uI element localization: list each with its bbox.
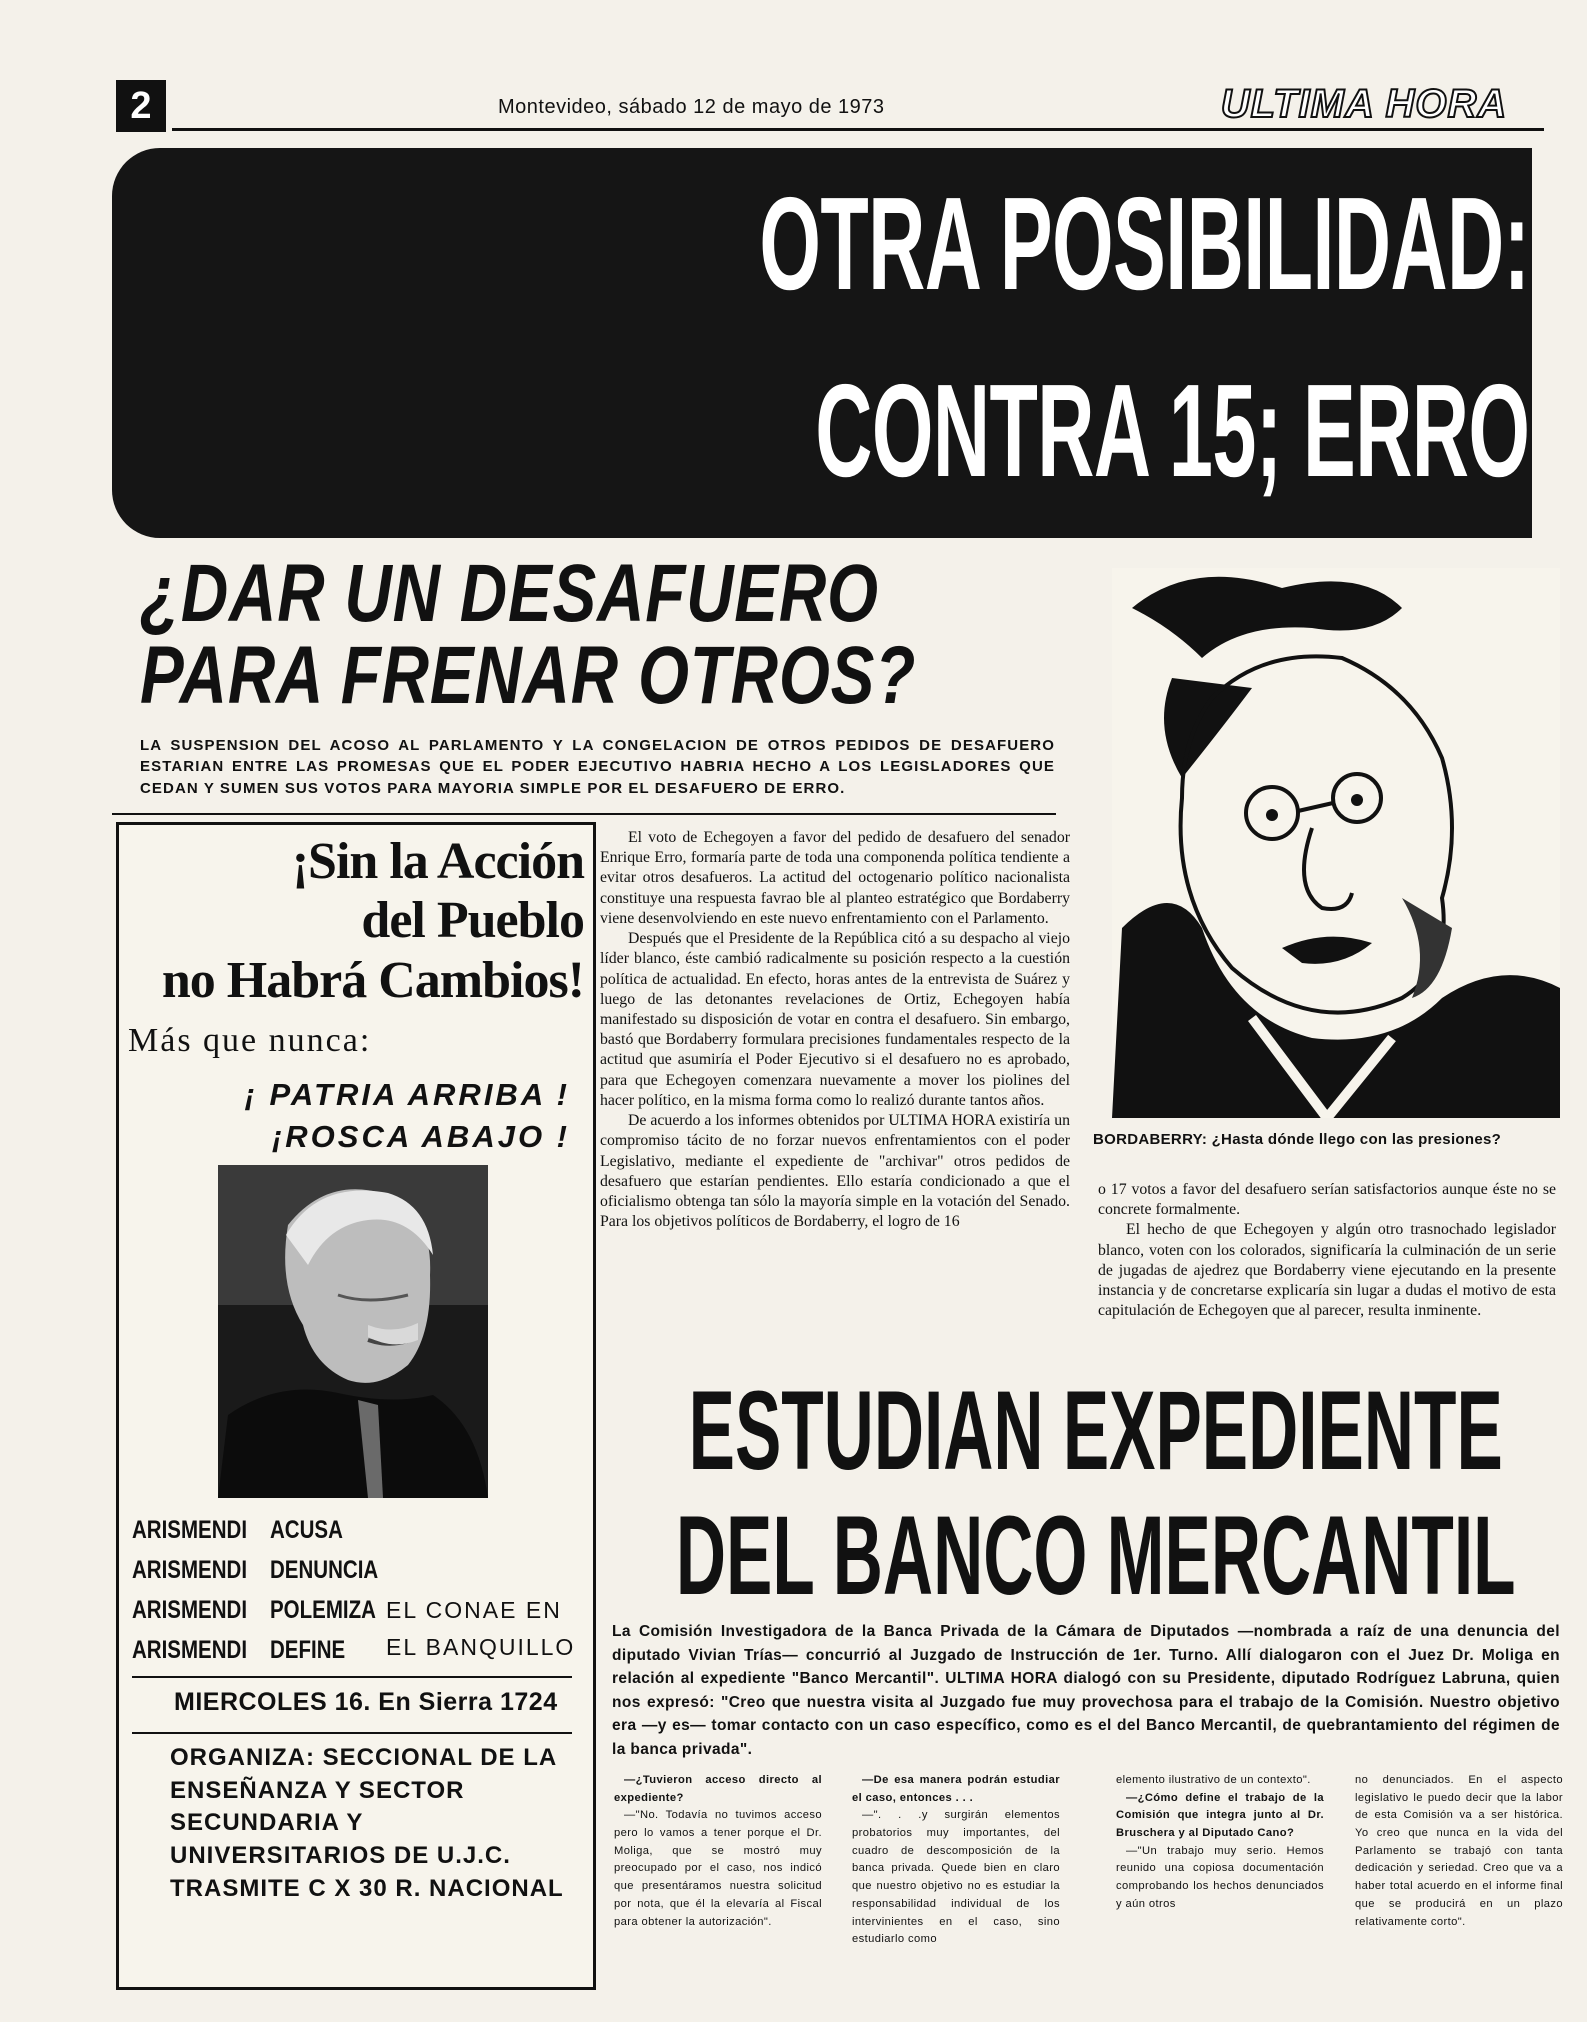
- interview-answer: —". . .y surgirán elementos probatorios muy importantes, del cuadro de descomposición de la banca privada. Quede bien en claro que nuestro objetivo no es estudiar la responsabilidad individual de los intervinientes en el caso, sino estudiarlo como: [852, 1809, 1060, 1946]
- interview-answer: no denunciados. En el aspecto legislativo le puedo decir que la labor de esta Comisión va a ser histórica. Yo creo que nunca en la vida del Parlamento se trabajó con tanta dedicación y seriedad. Creo que va a haber total acuerdo en el informe final que se producirá en un plazo relativamente corto".: [1355, 1774, 1563, 1928]
- article2-headline: [640, 1368, 1551, 1619]
- ad-event: MIERCOLES 16. En Sierra 1724: [174, 1688, 558, 1716]
- organizers-line: TRASMITE C X 30 R. NACIONAL: [170, 1874, 564, 1902]
- conae-line2: EL BANQUILLO: [386, 1633, 576, 1660]
- ad-title: [124, 832, 584, 1010]
- main-headline-line1: OTRA POSIBILIDAD:: [758, 170, 1529, 317]
- arismendi-name: ARISMENDI: [132, 1596, 248, 1624]
- arismendi-photo: [218, 1165, 488, 1498]
- article2-column3: [1116, 1772, 1324, 1914]
- main-headline-line2: CONTRA 15; ERRO: [814, 357, 1529, 505]
- article2-column4: [1355, 1772, 1563, 1931]
- article1-paragraph: De acuerdo a los informes obtenidos por ULTIMA HORA existiría un compromiso tácito de no forzar nuevos enfrentamientos con el poder Legislativo, mediante el expediente de "archivar" otros pedidos de desafuero que estarían pendientes. Ello estaría condicionado a que el oficialismo obtenga tan sólo la mayoría simple en la votación del Senado. Para los objetivos políticos de Bordaberry, el logro de 16: [600, 1112, 1070, 1231]
- organizers-line: ENSEÑANZA Y SECTOR: [170, 1776, 465, 1804]
- conae-text: [386, 1592, 575, 1666]
- article2-headline-line1: ESTUDIAN EXPEDIENTE: [688, 1368, 1503, 1493]
- arismendi-verb: DEFINE: [270, 1636, 346, 1664]
- article2-headline-line2: DEL BANCO MERCANTIL: [675, 1493, 1516, 1619]
- ad-title-line3: no Habrá Cambios!: [161, 951, 584, 1009]
- arismendi-row: [132, 1550, 378, 1590]
- arismendi-name: ARISMENDI: [132, 1636, 248, 1664]
- interview-question: —De esa manera podrán estudiar el caso, entonces . . .: [852, 1774, 1060, 1804]
- arismendi-name: ARISMENDI: [132, 1556, 248, 1584]
- arismendi-row: [132, 1510, 378, 1550]
- interview-question: —¿Tuvieron acceso directo al expediente?: [614, 1774, 822, 1804]
- interview-question: —¿Cómo define el trabajo de la Comisión que integra junto al Dr. Bruschera y al Diputado Cano?: [1116, 1791, 1324, 1840]
- arismendi-verb: ACUSA: [270, 1516, 343, 1544]
- ad-divider: [132, 1676, 572, 1678]
- ad-more-than-ever: Más que nunca:: [128, 1022, 372, 1059]
- organizers-line: ORGANIZA: SECCIONAL DE LA: [170, 1744, 558, 1771]
- ad-title-line2: del Pueblo: [361, 892, 584, 950]
- arismendi-list: [132, 1510, 378, 1670]
- arismendi-verb: POLEMIZA: [270, 1596, 376, 1624]
- article2-lead: La Comisión Investigadora de la Banca Privada de la Cámara de Diputados —nombrada a raíz de una denuncia del diputado Vivian Trías— concurrió al Juzgado de Instrucción de 1er. Turno. Allí dialogaron con el Juez Dr. Moliga en relación al expediente "Banco Mercantil". ULTIMA HORA dialogó con su Presidente, diputado Rodríguez Labruna, quien nos expresó: "Creo que nuestra visita al Juzgado fue muy provechosa para el trabajo de la Comisión. Nuestro objetivo era —y es— tomar contacto con un caso específico, como es el del Banco Mercantil, de quebrantamiento del régimen de la banca privada".: [612, 1623, 1560, 1758]
- ad-slogan-line1: ¡ PATRIA ARRIBA !: [244, 1077, 570, 1112]
- arismendi-row: [132, 1630, 378, 1670]
- bordaberry-cartoon: [1112, 568, 1560, 1118]
- arismendi-row: [132, 1590, 378, 1630]
- sub-headline: [140, 548, 917, 721]
- article1-paragraph: El hecho de que Echegoyen y algún otro trasnochado legislador blanco, voten con los colorados, significaría la culminación de un serie de jugadas de ajedrez que Bordaberry viene ejecutando en la presente instancia y de concretarse explicaría sin lugar a dudas el motivo de esta capitulación de Echegoyen que al parecer, resulta inminente.: [1098, 1221, 1556, 1320]
- article1-column1: [600, 828, 1070, 1232]
- organizers-line: UNIVERSITARIOS DE U.J.C.: [170, 1841, 511, 1869]
- article1-column2: [1098, 1180, 1556, 1322]
- newspaper-logo: ULTIMA HORA: [1220, 82, 1508, 126]
- arismendi-name: ARISMENDI: [132, 1516, 248, 1544]
- conae-line1: EL CONAE EN: [386, 1597, 562, 1623]
- ad-slogan-line2: ¡ROSCA ABAJO !: [271, 1118, 570, 1154]
- organizers-line: SECUNDARIA Y: [170, 1809, 364, 1837]
- page-number: 2: [116, 80, 166, 132]
- cartoon-caption: BORDABERRY: ¿Hasta dónde llego con las presiones?: [1093, 1131, 1502, 1148]
- interview-answer: elemento ilustrativo de un contexto".: [1116, 1774, 1311, 1786]
- ad-organizers: [170, 1742, 564, 1905]
- lead-paragraph: LA SUSPENSION DEL ACOSO AL PARLAMENTO Y LA CONGELACION DE OTROS PEDIDOS DE DESAFUERO ESTARIAN ENTRE LAS PROMESAS QUE EL PODER EJECUTIVO HABRIA HECHO A LOS LEGISLADORES QUE CEDAN Y SUMEN SUS VOTOS PARA MAYORIA SIMPLE POR EL DESAFUERO DE ERRO.: [140, 737, 1055, 797]
- interview-answer: —"Un trabajo muy serio. Hemos reunido una copiosa documentación comprobando los hechos denunciados y aún otros: [1116, 1844, 1324, 1910]
- dateline: Montevideo, sábado 12 de mayo de 1973: [498, 96, 885, 118]
- article1-paragraph: El voto de Echegoyen a favor del pedido de desafuero del senador Enrique Erro, formaría parte de toda una componenda política tendiente a evitar otros desafueros. La actitud del octogenario político nacionalista constituye una respuesta favrao ble al planteo estratégico que Bordaberry viene desenvolviendo en este nuevo enfrentamiento con el Parlamento.: [600, 829, 1070, 927]
- header-rule: [172, 128, 1544, 131]
- sub-headline-line1: ¿DAR UN DESAFUERO: [140, 548, 879, 639]
- interview-answer: —"No. Todavía no tuvimos acceso pero lo vamos a tener porque el Dr. Moliga, que se mostró muy preocupado por el caso, nos indicó que presentáramos nuestra solicitud por nota, que él la elevaría al Fiscal para obtener la autorización".: [614, 1809, 822, 1928]
- ad-divider: [132, 1732, 572, 1734]
- article1-paragraph: Después que el Presidente de la República citó a su despacho al viejo líder blanco, éste cambió radicalmente su posición respecto a la cuestión política de actualidad. En efecto, horas antes de la entrevista de Suárez y luego de las detonantes revelaciones de Ortiz, Echegoyen había manifestado su disposición de votar en contra el desafuero. Sin embargo, bastó que Bordaberry formulara precisiones fundamentales respecto de la actitud que asumiría el Poder Ejecutivo si el desafuero no es aprobado, para que Echegoyen comenzara nuevamente a mover los piolines del hacer político, en la misma forma como lo realizó durante tantos años.: [600, 930, 1070, 1109]
- ad-title-line1: ¡Sin la Acción: [291, 833, 584, 890]
- article1-paragraph: o 17 votos a favor del desafuero serían satisfactorios aunque éste no se concrete formalmente.: [1098, 1181, 1556, 1219]
- ad-slogan: [240, 1074, 570, 1158]
- lead-rule: [112, 813, 1056, 815]
- article2-column2: [852, 1772, 1060, 1949]
- article2-column1: [614, 1772, 822, 1931]
- arismendi-verb: DENUNCIA: [270, 1556, 379, 1584]
- main-headline: [759, 150, 1529, 525]
- sub-headline-line2: PARA FRENAR OTROS?: [140, 630, 917, 721]
